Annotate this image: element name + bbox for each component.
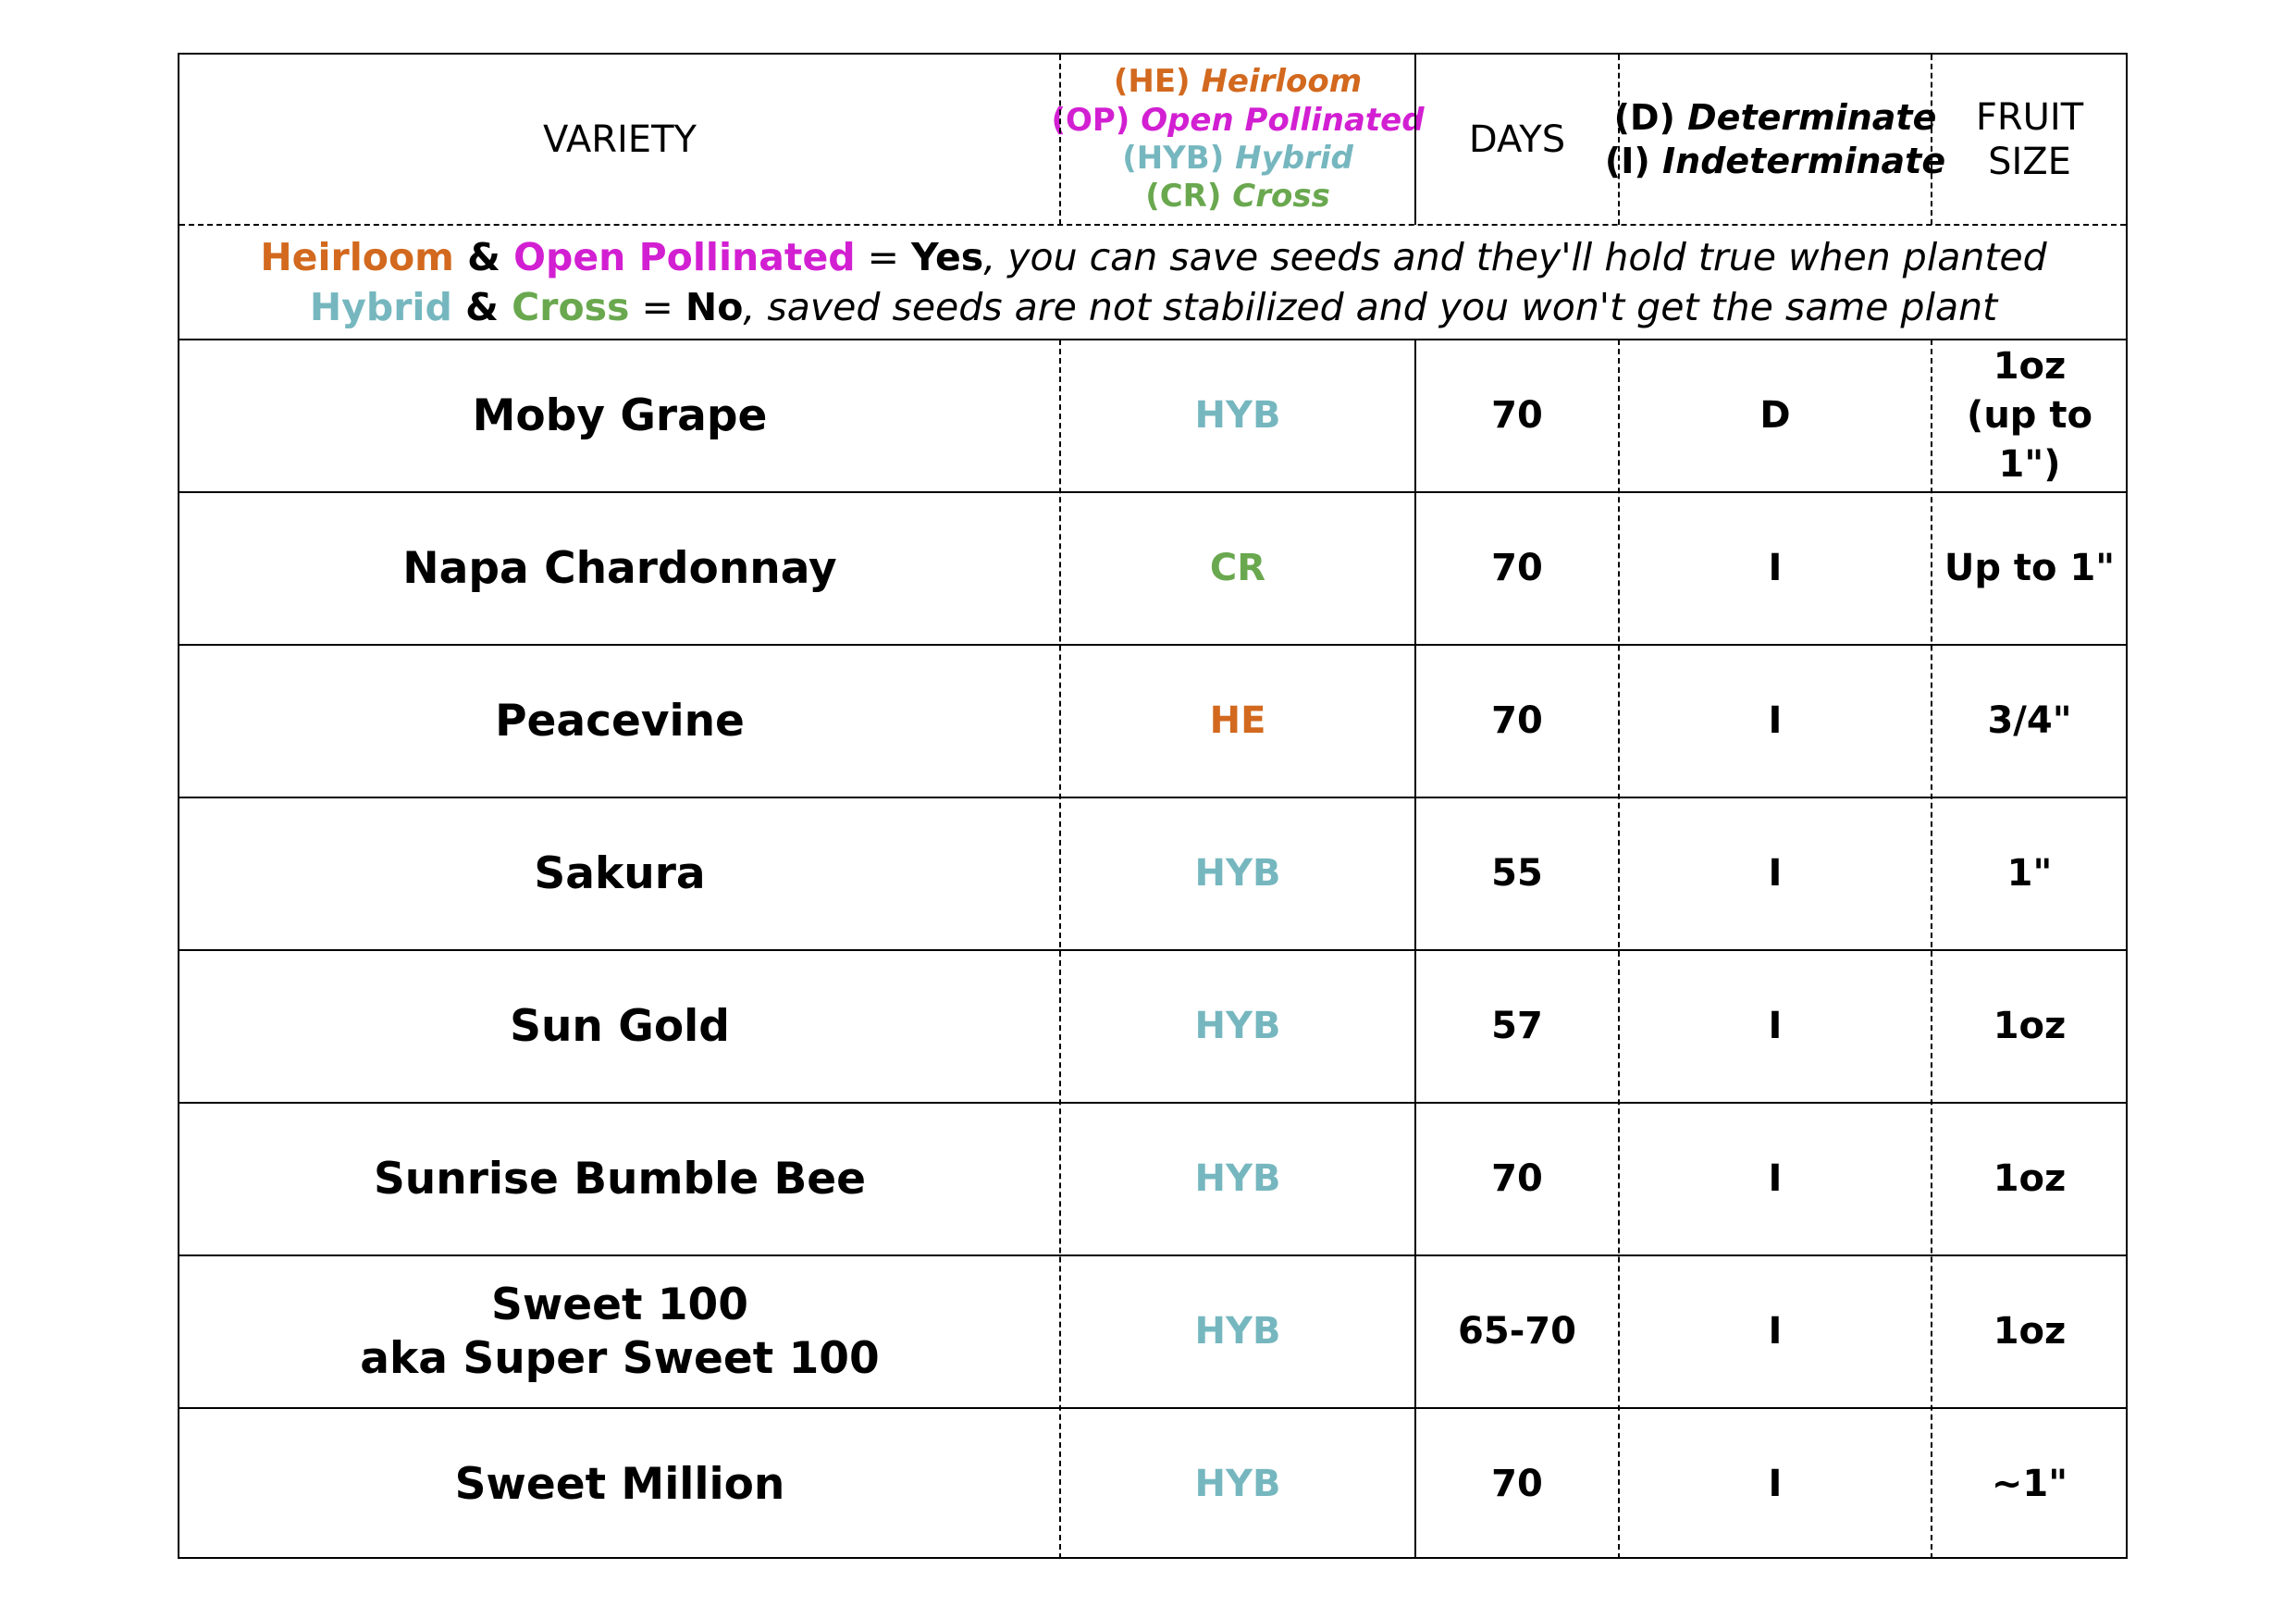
cell-variety	[179, 1103, 1060, 1255]
cell-variety	[179, 1255, 1060, 1408]
cell-size	[1932, 340, 2128, 492]
note-line-no: Hybrid & Cross = No, saved seeds are not stabilized and you won't get the same plant	[309, 285, 1998, 329]
cell-days	[1415, 1103, 1619, 1255]
tomato-variety-table	[178, 53, 2128, 1559]
cell-size	[1932, 1255, 2128, 1408]
header-fruit-size	[1932, 55, 2128, 225]
cell-size-text-2: (up to 1")	[1967, 394, 2092, 486]
cell-days-text: 57	[1491, 1005, 1543, 1048]
cell-variety	[179, 340, 1060, 492]
cell-variety-text: Napa Chardonnay	[402, 542, 837, 594]
cell-days-text: 55	[1491, 852, 1543, 896]
cell-days	[1415, 1255, 1619, 1408]
cell-type	[1060, 492, 1415, 645]
cell-type-text: HYB	[1194, 1157, 1281, 1201]
seed-saving-note	[179, 225, 2128, 340]
divider-col-4	[1931, 55, 1932, 225]
note-line-yes: Heirloom & Open Pollinated = Yes, you can save seeds and they'll hold true when planted	[260, 234, 2047, 279]
cell-type-text: CR	[1209, 547, 1266, 590]
cell-type	[1060, 340, 1415, 492]
header-variety-label: VARIETY	[543, 118, 697, 161]
cell-growth-text: I	[1768, 547, 1783, 590]
cell-growth	[1619, 645, 1932, 797]
cell-days-text: 70	[1491, 1463, 1543, 1506]
cell-type-text: HE	[1209, 699, 1266, 743]
row-divider	[179, 1254, 2126, 1256]
cell-type	[1060, 950, 1415, 1103]
divider-col-3-body	[1618, 340, 1620, 1559]
cell-size-text: ~1"	[1991, 1463, 2068, 1506]
cell-days	[1415, 645, 1619, 797]
row-divider	[179, 491, 2126, 493]
cell-variety-text: Sunrise Bumble Bee	[373, 1153, 867, 1205]
cell-size	[1932, 1103, 2128, 1255]
row-divider	[179, 1102, 2126, 1104]
cell-growth-text: D	[1759, 394, 1791, 438]
divider-col-1	[1059, 55, 1061, 225]
cell-growth	[1619, 797, 1932, 950]
cell-growth-text: I	[1768, 852, 1783, 896]
cell-variety-text-2: aka Super Sweet 100	[360, 1332, 880, 1384]
divider-col-1-body	[1059, 340, 1061, 1559]
cell-growth-text: I	[1768, 1157, 1783, 1201]
cell-size-text: 1oz	[1993, 345, 2067, 389]
cell-size	[1932, 1408, 2128, 1561]
cell-days	[1415, 1408, 1619, 1561]
divider-col-4-body	[1931, 340, 1932, 1559]
cell-type-text: HYB	[1194, 394, 1281, 438]
cell-size-text: Up to 1"	[1944, 547, 2116, 590]
header-fruit-size-line2: SIZE	[1988, 141, 2071, 183]
legend-open-pollinated: (OP) Open Pollinated	[1051, 101, 1425, 139]
header-growth-habit	[1604, 55, 1946, 225]
cell-growth	[1619, 1103, 1932, 1255]
header-type-legend	[1051, 55, 1425, 225]
cell-variety-text: Sweet 100	[491, 1279, 748, 1331]
cell-variety	[179, 1408, 1060, 1561]
divider-col-2	[1414, 55, 1416, 225]
cell-days-text: 70	[1491, 1157, 1543, 1201]
cell-days-text: 70	[1491, 394, 1543, 438]
cell-growth	[1619, 1255, 1932, 1408]
cell-type	[1060, 1255, 1415, 1408]
row-divider	[179, 797, 2126, 798]
cell-growth-text: I	[1768, 1310, 1783, 1353]
legend-hybrid: (HYB) Hybrid	[1122, 140, 1353, 177]
divider-note	[179, 339, 2126, 340]
cell-size-text: 1oz	[1993, 1005, 2067, 1048]
legend-heirloom: (HE) Heirloom	[1113, 63, 1363, 101]
cell-size	[1932, 492, 2128, 645]
divider-col-3	[1618, 55, 1620, 225]
cell-variety-text: Sun Gold	[510, 1000, 730, 1052]
cell-size	[1932, 797, 2128, 950]
row-divider	[179, 949, 2126, 951]
cell-size-text: 1"	[2006, 852, 2053, 896]
legend-cross: (CR) Cross	[1145, 178, 1330, 216]
cell-growth-text: I	[1768, 1005, 1783, 1048]
cell-variety-text: Sweet Million	[454, 1458, 785, 1510]
row-divider	[179, 1407, 2126, 1409]
cell-variety-text: Peacevine	[495, 695, 745, 747]
cell-size-text: 1oz	[1993, 1157, 2067, 1201]
header-fruit-size-line1: FRUIT	[1975, 96, 2084, 139]
cell-growth	[1619, 950, 1932, 1103]
cell-growth	[1619, 492, 1932, 645]
header-days	[1415, 55, 1619, 225]
divider-col-2-body	[1414, 340, 1416, 1559]
cell-growth	[1619, 1408, 1932, 1561]
cell-growth-text: I	[1768, 1463, 1783, 1506]
cell-type-text: HYB	[1194, 1463, 1281, 1506]
cell-type-text: HYB	[1194, 1005, 1281, 1048]
cell-growth-text: I	[1768, 699, 1783, 743]
cell-size	[1932, 645, 2128, 797]
cell-days-text: 70	[1491, 699, 1543, 743]
cell-days	[1415, 492, 1619, 645]
cell-days-text: 70	[1491, 547, 1543, 590]
divider-header	[179, 224, 2126, 226]
cell-type-text: HYB	[1194, 1310, 1281, 1353]
cell-days	[1415, 340, 1619, 492]
cell-variety-text: Moby Grape	[472, 389, 768, 441]
header-days-label: DAYS	[1468, 118, 1566, 161]
cell-size	[1932, 950, 2128, 1103]
cell-type-text: HYB	[1194, 852, 1281, 896]
cell-growth	[1619, 340, 1932, 492]
cell-size-text: 1oz	[1993, 1310, 2067, 1353]
cell-variety	[179, 645, 1060, 797]
cell-variety	[179, 950, 1060, 1103]
cell-days	[1415, 950, 1619, 1103]
cell-type	[1060, 645, 1415, 797]
cell-variety-text: Sakura	[534, 847, 706, 899]
cell-type	[1060, 797, 1415, 950]
cell-days-text: 65-70	[1458, 1310, 1576, 1353]
legend-indeterminate: (I) Indeterminate	[1604, 141, 1946, 181]
cell-days	[1415, 797, 1619, 950]
cell-type	[1060, 1103, 1415, 1255]
row-divider	[179, 644, 2126, 646]
cell-size-text: 3/4"	[1987, 699, 2072, 743]
cell-type	[1060, 1408, 1415, 1561]
cell-variety	[179, 492, 1060, 645]
header-variety	[179, 55, 1060, 225]
legend-determinate: (D) Determinate	[1613, 96, 1937, 138]
cell-variety	[179, 797, 1060, 950]
